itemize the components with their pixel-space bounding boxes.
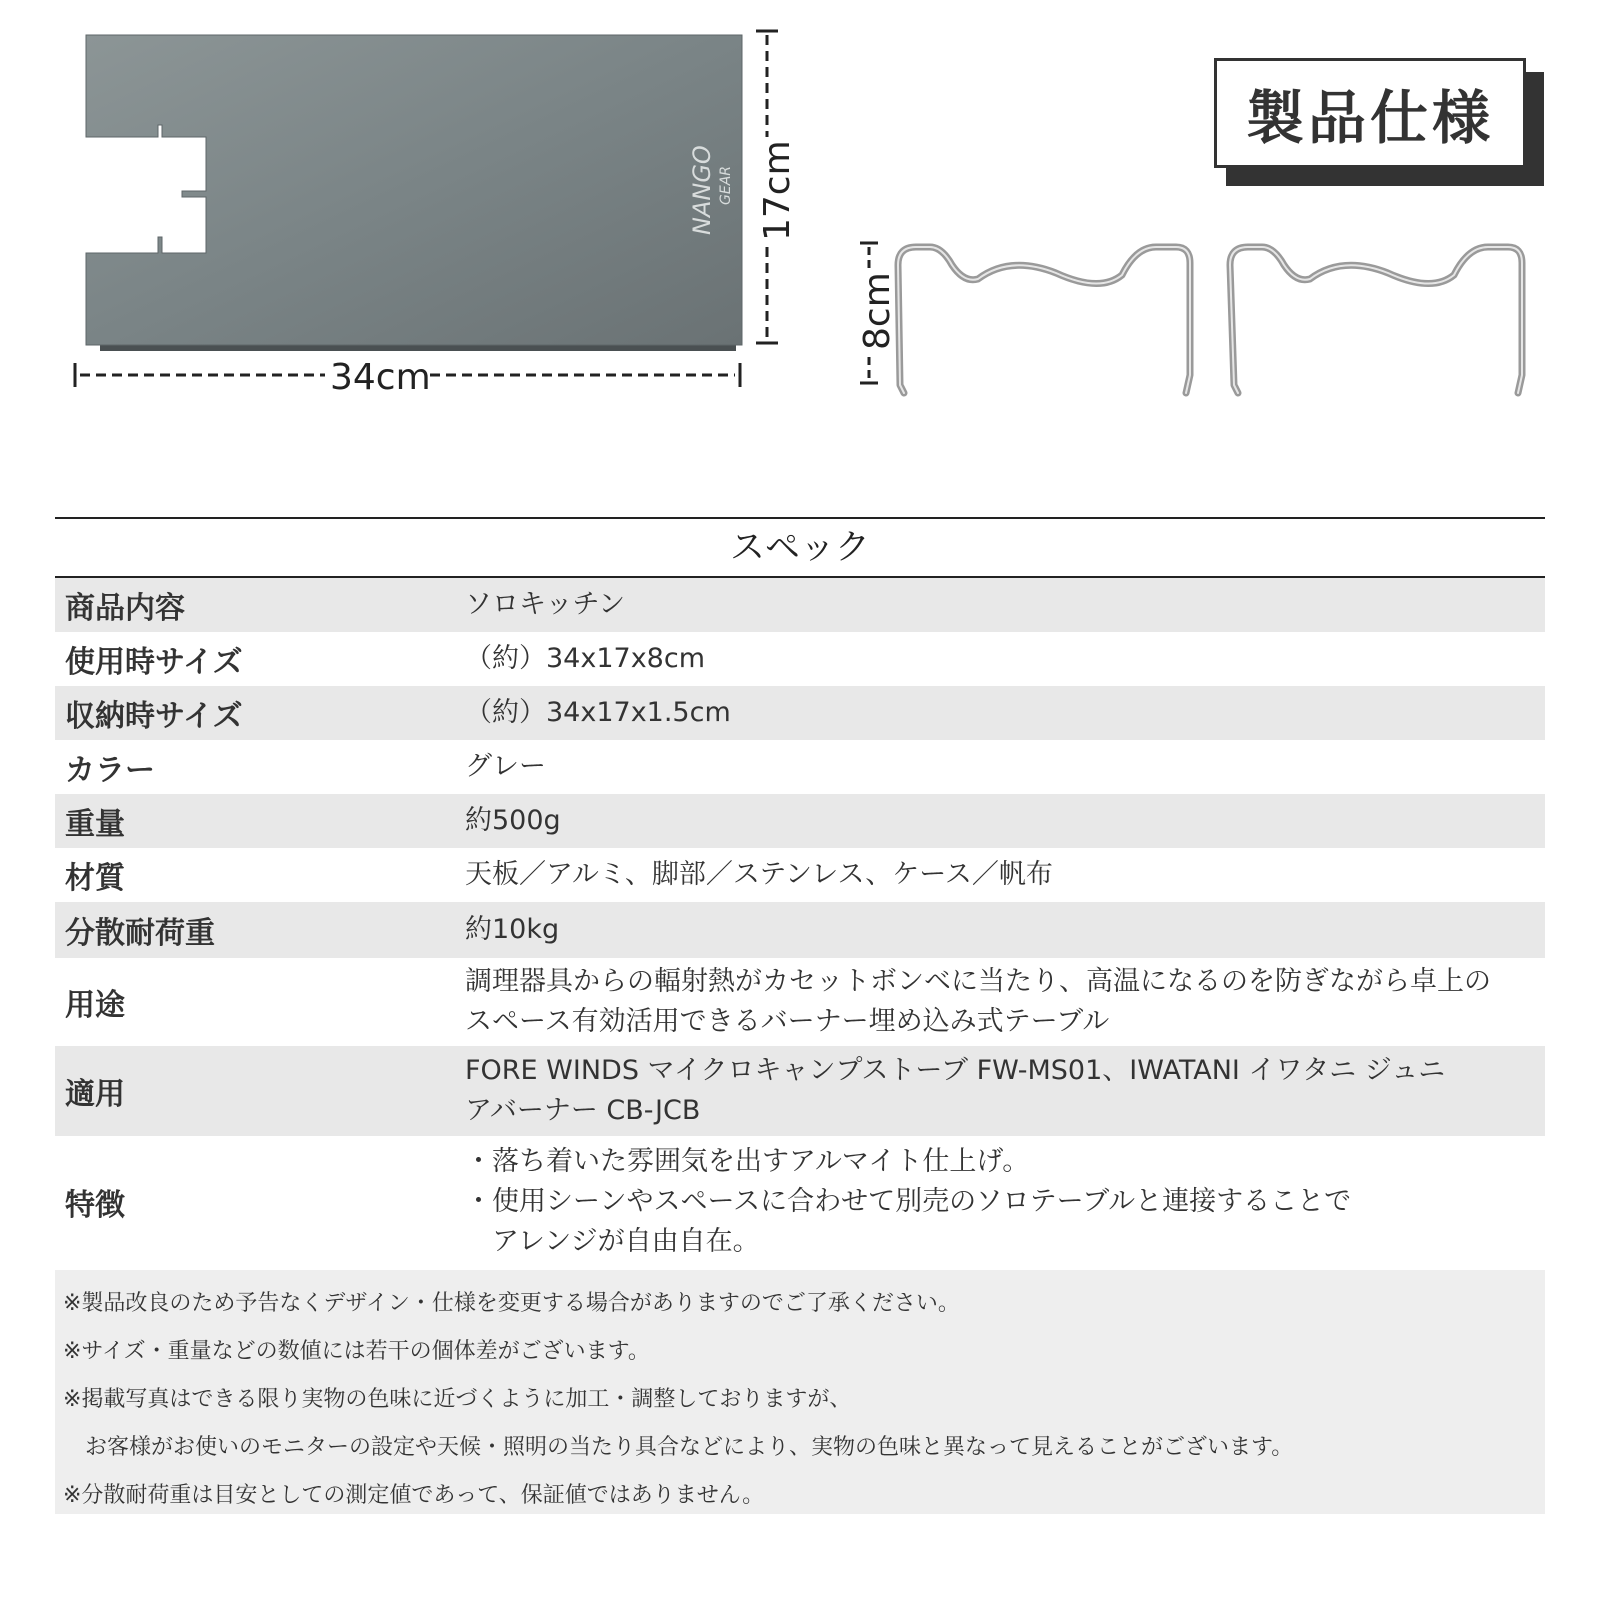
- spec-row-storage-size: [55, 686, 1545, 740]
- spec-row-load: [55, 902, 1545, 958]
- spec-title: スペック: [729, 528, 870, 568]
- spec-value: [465, 585, 1535, 625]
- spec-label: 適用: [65, 1077, 125, 1112]
- spec-row-contents: [55, 578, 1545, 632]
- spec-row-material: [55, 848, 1545, 902]
- spec-value-line: アバーナー CB-JCB: [465, 1095, 701, 1126]
- dim-height-label: [757, 140, 798, 241]
- spec-value: [465, 747, 1535, 787]
- spec-value: [465, 1142, 1535, 1262]
- spec-value: [465, 801, 1535, 841]
- spec-top-rule: [55, 517, 1545, 519]
- spec-value-line: （約）34x17x8cm: [465, 643, 705, 674]
- spec-row-use-size: [55, 632, 1545, 686]
- spec-label: 分散耐荷重: [65, 916, 215, 951]
- spec-value-line: アレンジが自由自在。: [465, 1226, 760, 1257]
- spec-value-line: 調理器具からの輻射熱がカセットボンベに当たり、高温になるのを防ぎながら卓上の: [465, 966, 1491, 997]
- brand-logo-top: NANGO: [688, 145, 716, 235]
- dim-leg-text: 8cm: [857, 272, 898, 350]
- spec-value: [465, 693, 1535, 733]
- table-plate-image: [70, 25, 790, 398]
- leg-1-highlight: [898, 247, 1190, 393]
- spec-row-weight: [55, 794, 1545, 848]
- spec-label: カラー: [65, 753, 155, 788]
- spec-label: 重量: [65, 807, 125, 842]
- spec-label: 用途: [65, 988, 125, 1023]
- plate-body: [86, 35, 742, 345]
- spec-label: 特徴: [65, 1188, 125, 1223]
- spec-value-line: グレー: [465, 751, 546, 782]
- dim-height-text: 17cm: [757, 140, 798, 241]
- spec-value: [465, 910, 1535, 950]
- note-item: ※掲載写真はできる限り実物の色味に近づくように加工・調整しておりますが、: [63, 1387, 852, 1412]
- brand-logo-bottom: GEAR: [718, 166, 734, 205]
- spec-value-line: ・使用シーンやスペースに合わせて別売のソロテーブルと連接することで: [465, 1186, 1352, 1217]
- dim-leg-label: [857, 270, 898, 350]
- spec-label: 商品内容: [65, 591, 185, 626]
- spec-value-line: 天板／アルミ、脚部／ステンレス、ケース／帆布: [465, 859, 1053, 890]
- spec-value-line: ・落ち着いた雰囲気を出すアルマイト仕上げ。: [465, 1146, 1030, 1177]
- note-item: ※サイズ・重量などの数値には若干の個体差がございます。: [63, 1339, 650, 1364]
- spec-row-color: [55, 740, 1545, 794]
- dim-width-label: 34cm: [330, 357, 431, 398]
- note-item: ※製品改良のため予告なくデザイン・仕様を変更する場合がありますのでご了承ください。: [63, 1291, 960, 1316]
- spec-value-line: （約）34x17x1.5cm: [465, 697, 731, 728]
- spec-value: [465, 639, 1535, 679]
- spec-value-line: FORE WINDS マイクロキャンプストーブ FW-MS01、IWATANI イワタニ ジュニ: [465, 1055, 1446, 1086]
- spec-value: [465, 962, 1535, 1042]
- spec-label: 収納時サイズ: [65, 699, 243, 734]
- leg-2-highlight: [1230, 247, 1522, 393]
- spec-value-line: 約10kg: [465, 914, 560, 945]
- spec-row-compatible: [55, 1046, 1545, 1136]
- spec-value: [465, 855, 1535, 895]
- spec-value-line: 約500g: [465, 805, 561, 836]
- spec-row-features: [55, 1136, 1545, 1268]
- spec-value: [465, 1051, 1535, 1131]
- spec-label: 材質: [65, 861, 125, 896]
- table-legs-image: [857, 235, 1560, 415]
- spec-value-line: ソロキッチン: [465, 589, 626, 620]
- spec-value-line: スペース有効活用できるバーナー埋め込み式テーブル: [465, 1006, 1110, 1037]
- spec-badge: 製品仕様: [1214, 58, 1526, 168]
- spec-row-usage: [55, 958, 1545, 1046]
- note-item: お客様がお使いのモニターの設定や天候・照明の当たり具合などにより、実物の色味と異なって見えることがございます。: [63, 1435, 1294, 1460]
- spec-label: 使用時サイズ: [65, 645, 243, 680]
- note-item: ※分散耐荷重は目安としての測定値であって、保証値ではありません。: [63, 1483, 765, 1508]
